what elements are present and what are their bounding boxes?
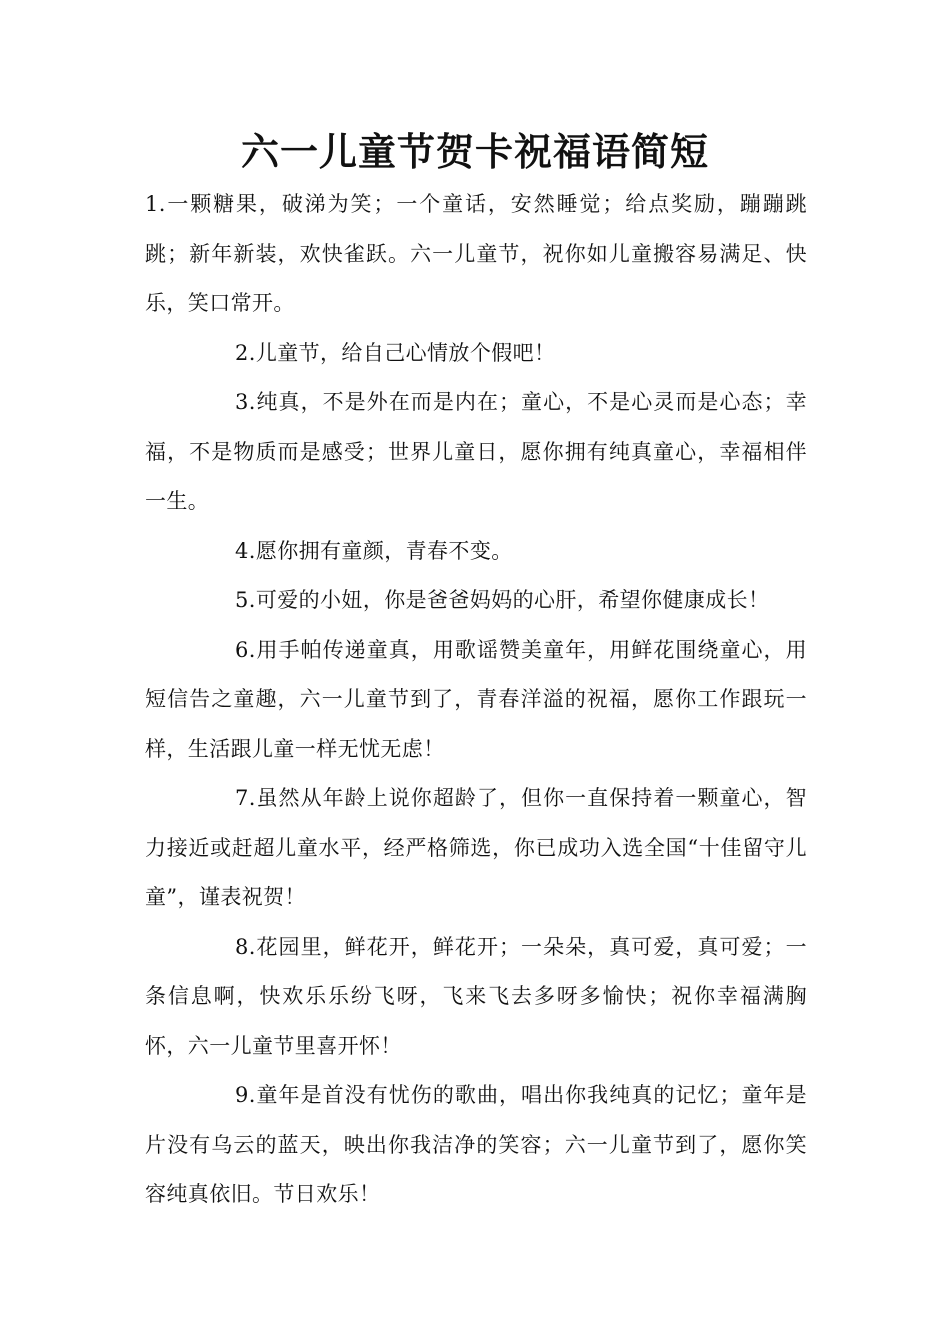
paragraph-1: 1.一颗糖果，破涕为笑；一个童话，安然睡觉；给点奖励，蹦蹦跳跳；新年新装，欢快雀跃。六一儿童节，祝你如儿童搬容易满足、快乐，笑口常开。 — [145, 192, 807, 315]
document-body — [145, 180, 807, 1220]
paragraph-6: 6.用手帕传递童真，用歌谣赞美童年，用鲜花围绕童心，用短信告之童趣，六一儿童节到了，青春洋溢的祝福，愿你工作跟玩一样，生活跟儿童一样无忧无虑！ — [145, 637, 807, 761]
paragraph-8: 8.花园里，鲜花开，鲜花开；一朵朵，真可爱，真可爱；一条信息啊，快欢乐乐纷飞呀，飞来飞去多呀多愉快；祝你幸福满胸怀，六一儿童节里喜开怀！ — [145, 934, 807, 1058]
paragraph-3: 3.纯真，不是外在而是内在；童心，不是心灵而是心态；幸福，不是物质而是感受；世界儿童日，愿你拥有纯真童心，幸福相伴一生。 — [145, 390, 807, 513]
paragraph-7: 7.虽然从年龄上说你超龄了，但你一直保持着一颗童心，智力接近或赶超儿童水平，经严格筛选，你已成功入选全国“十佳留守儿童”，谨表祝贺！ — [145, 786, 807, 909]
document-title: 六一儿童节贺卡祝福语简短 — [240, 130, 709, 174]
paragraph-5: 5.可爱的小妞，你是爸爸妈妈的心肝，希望你健康成长！ — [235, 588, 770, 612]
paragraph-2: 2.儿童节，给自己心情放个假吧！ — [235, 340, 556, 365]
paragraph-9: 9.童年是首没有忧伤的歌曲，唱出你我纯真的记忆；童年是片没有乌云的蓝天，映出你我洁净的笑容；六一儿童节到了，愿你笑容纯真依旧。节日欢乐！ — [145, 1083, 807, 1206]
paragraph-4: 4.愿你拥有童颜，青春不变。 — [235, 538, 513, 563]
